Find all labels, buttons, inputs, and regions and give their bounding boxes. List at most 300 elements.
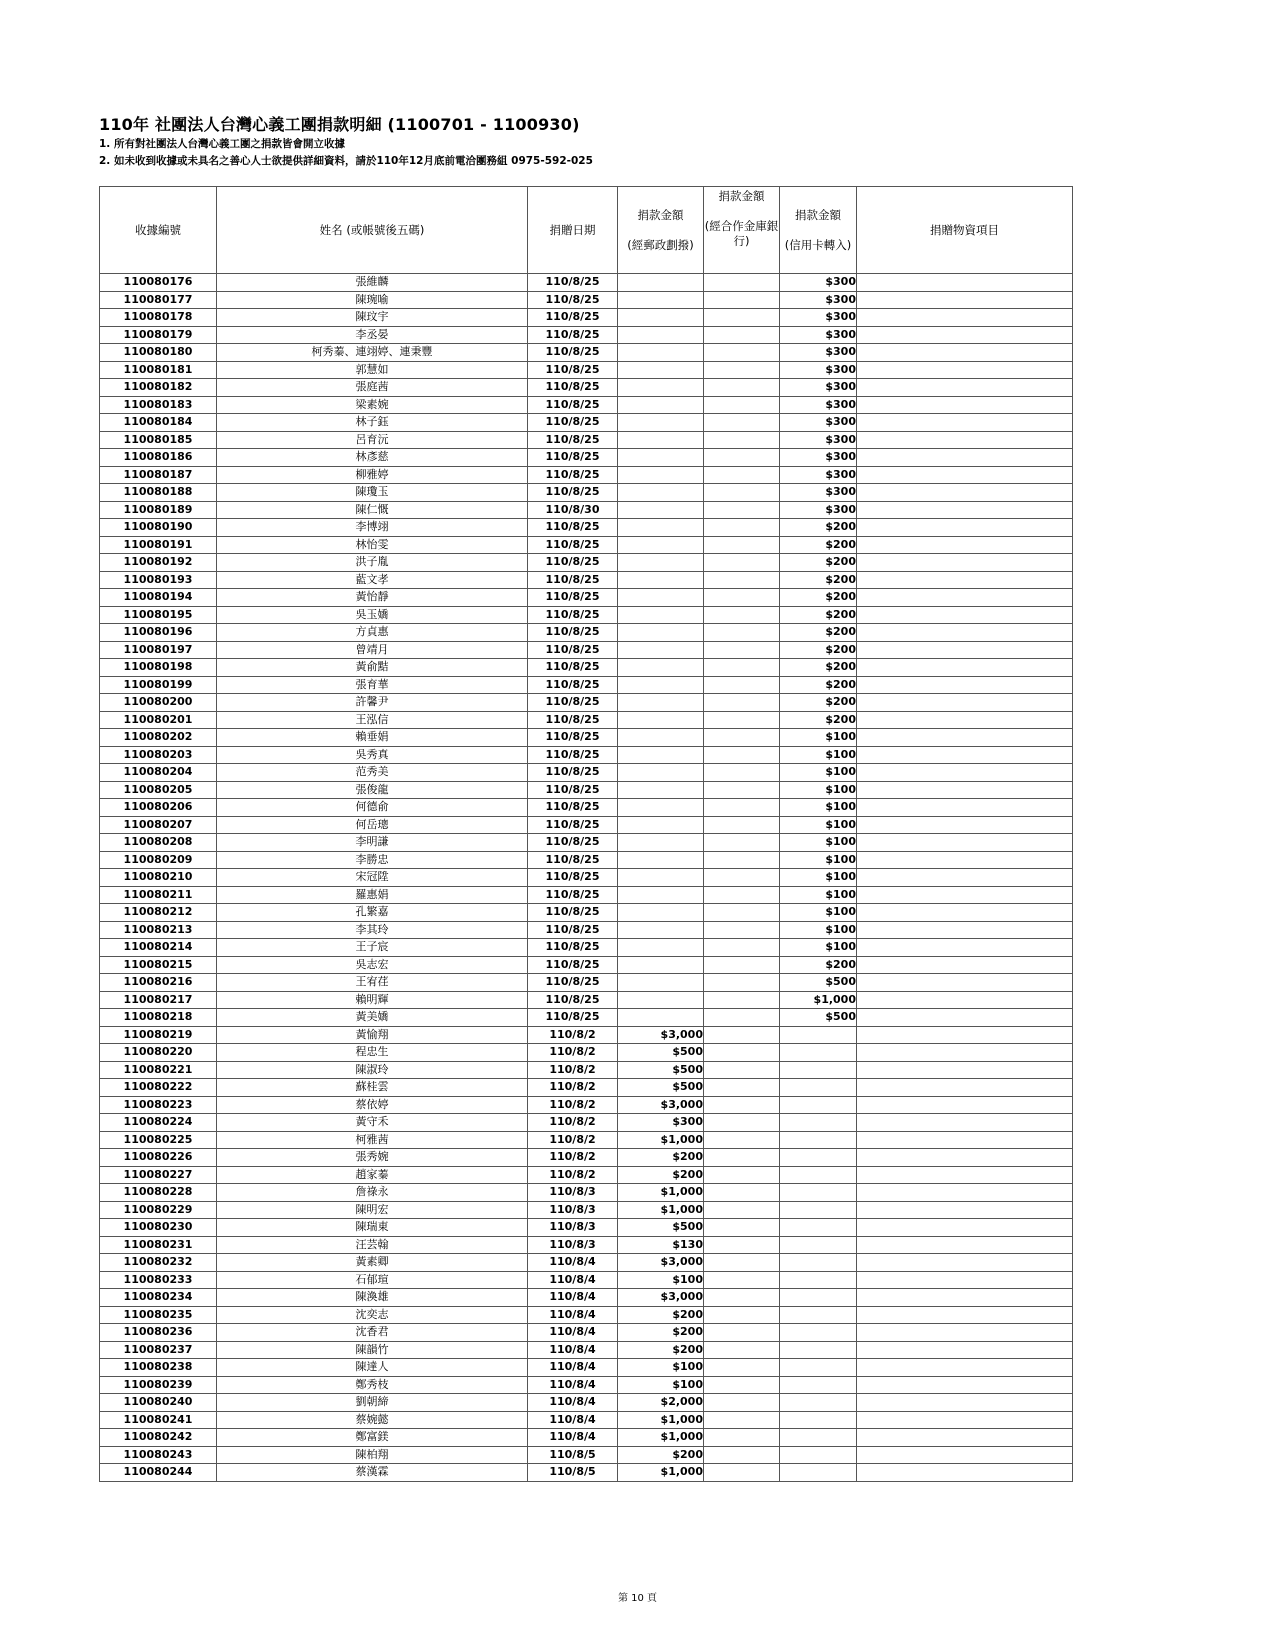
card-amount-cell — [780, 1026, 857, 1044]
donation-date-cell: 110/8/25 — [528, 571, 618, 589]
goods-cell — [857, 974, 1073, 992]
goods-cell — [857, 326, 1073, 344]
card-amount-cell: $300 — [780, 466, 857, 484]
donor-name-cell: 王泓信 — [217, 711, 528, 729]
donor-name-cell: 洪子胤 — [217, 554, 528, 572]
table-row — [100, 291, 1073, 309]
coop-amount-cell — [704, 1149, 780, 1167]
postal-amount-cell — [618, 711, 704, 729]
donation-date-cell: 110/8/25 — [528, 431, 618, 449]
donation-date-cell: 110/8/5 — [528, 1446, 618, 1464]
donation-date-cell: 110/8/25 — [528, 991, 618, 1009]
coop-amount-cell — [704, 1446, 780, 1464]
goods-cell — [857, 1061, 1073, 1079]
postal-amount-cell — [618, 344, 704, 362]
postal-amount-cell — [618, 886, 704, 904]
table-row — [100, 1079, 1073, 1097]
card-amount-cell — [780, 1376, 857, 1394]
receipt-no-cell: 110080212 — [100, 904, 217, 922]
card-amount-cell — [780, 1096, 857, 1114]
card-amount-cell: $1,000 — [780, 991, 857, 1009]
coop-amount-cell — [704, 694, 780, 712]
donor-name-cell: 陳仁慨 — [217, 501, 528, 519]
receipt-no-cell: 110080207 — [100, 816, 217, 834]
table-row — [100, 869, 1073, 887]
postal-amount-cell — [618, 974, 704, 992]
goods-cell — [857, 1376, 1073, 1394]
coop-amount-cell — [704, 606, 780, 624]
receipt-no-cell: 110080195 — [100, 606, 217, 624]
donor-name-cell: 趙家蓁 — [217, 1166, 528, 1184]
receipt-no-cell: 110080178 — [100, 309, 217, 327]
donation-date-cell: 110/8/25 — [528, 466, 618, 484]
goods-cell — [857, 1411, 1073, 1429]
postal-amount-cell: $100 — [618, 1376, 704, 1394]
card-amount-cell: $200 — [780, 536, 857, 554]
table-row — [100, 711, 1073, 729]
table-row — [100, 921, 1073, 939]
receipt-no-cell: 110080201 — [100, 711, 217, 729]
postal-amount-cell — [618, 326, 704, 344]
goods-cell — [857, 309, 1073, 327]
table-row — [100, 1306, 1073, 1324]
table-row — [100, 1394, 1073, 1412]
donor-name-cell: 范秀美 — [217, 764, 528, 782]
coop-amount-cell — [704, 746, 780, 764]
donation-date-cell: 110/8/25 — [528, 886, 618, 904]
donation-date-cell: 110/8/2 — [528, 1131, 618, 1149]
table-row — [100, 1236, 1073, 1254]
receipt-no-cell: 110080230 — [100, 1219, 217, 1237]
receipt-no-cell: 110080211 — [100, 886, 217, 904]
card-amount-cell: $100 — [780, 729, 857, 747]
coop-amount-cell — [704, 274, 780, 292]
receipt-no-cell: 110080179 — [100, 326, 217, 344]
page-title: 110年 社團法人台灣心義工團捐款明細 (1100701 - 1100930) — [99, 115, 580, 134]
donor-name-cell: 張秀婉 — [217, 1149, 528, 1167]
postal-amount-cell — [618, 449, 704, 467]
donor-name-cell: 鄭秀枝 — [217, 1376, 528, 1394]
table-row — [100, 536, 1073, 554]
card-amount-cell — [780, 1219, 857, 1237]
coop-amount-cell — [704, 974, 780, 992]
goods-cell — [857, 1114, 1073, 1132]
donor-name-cell: 梁素婉 — [217, 396, 528, 414]
coop-amount-cell — [704, 536, 780, 554]
goods-cell — [857, 1289, 1073, 1307]
donor-name-cell: 李明謙 — [217, 834, 528, 852]
donation-date-cell: 110/8/25 — [528, 326, 618, 344]
donation-date-cell: 110/8/25 — [528, 676, 618, 694]
card-amount-cell — [780, 1236, 857, 1254]
table-row — [100, 1201, 1073, 1219]
receipt-no-cell: 110080224 — [100, 1114, 217, 1132]
goods-cell — [857, 519, 1073, 537]
coop-amount-cell — [704, 589, 780, 607]
card-amount-cell: $300 — [780, 309, 857, 327]
donor-name-cell: 黃俞黠 — [217, 659, 528, 677]
coop-amount-cell — [704, 816, 780, 834]
postal-amount-cell: $3,000 — [618, 1096, 704, 1114]
receipt-no-cell: 110080193 — [100, 571, 217, 589]
coop-amount-cell — [704, 1009, 780, 1027]
donation-date-cell: 110/8/25 — [528, 309, 618, 327]
table-row — [100, 729, 1073, 747]
card-amount-cell: $100 — [780, 764, 857, 782]
postal-amount-cell — [618, 536, 704, 554]
table-row — [100, 344, 1073, 362]
coop-amount-cell — [704, 886, 780, 904]
goods-cell — [857, 1026, 1073, 1044]
receipt-no-cell: 110080189 — [100, 501, 217, 519]
donation-date-cell: 110/8/25 — [528, 641, 618, 659]
card-amount-cell: $500 — [780, 1009, 857, 1027]
donation-date-cell: 110/8/25 — [528, 764, 618, 782]
coop-amount-cell — [704, 904, 780, 922]
goods-cell — [857, 781, 1073, 799]
donation-date-cell: 110/8/25 — [528, 1009, 618, 1027]
card-amount-cell: $200 — [780, 694, 857, 712]
goods-cell — [857, 1324, 1073, 1342]
table-row — [100, 309, 1073, 327]
donation-date-cell: 110/8/5 — [528, 1464, 618, 1482]
receipt-no-cell: 110080200 — [100, 694, 217, 712]
donation-date-cell: 110/8/25 — [528, 711, 618, 729]
postal-amount-cell — [618, 291, 704, 309]
goods-cell — [857, 904, 1073, 922]
goods-cell — [857, 1219, 1073, 1237]
donation-date-cell: 110/8/25 — [528, 729, 618, 747]
donation-date-cell: 110/8/25 — [528, 554, 618, 572]
goods-cell — [857, 1184, 1073, 1202]
goods-cell — [857, 589, 1073, 607]
receipt-no-cell: 110080228 — [100, 1184, 217, 1202]
donor-name-cell: 李丞晏 — [217, 326, 528, 344]
postal-amount-cell: $300 — [618, 1114, 704, 1132]
coop-amount-cell — [704, 956, 780, 974]
goods-cell — [857, 694, 1073, 712]
coop-amount-cell — [704, 676, 780, 694]
receipt-no-cell: 110080231 — [100, 1236, 217, 1254]
goods-cell — [857, 939, 1073, 957]
postal-amount-cell: $1,000 — [618, 1411, 704, 1429]
coop-amount-cell — [704, 939, 780, 957]
card-amount-cell: $200 — [780, 554, 857, 572]
postal-amount-cell — [618, 659, 704, 677]
card-amount-cell — [780, 1306, 857, 1324]
goods-cell — [857, 396, 1073, 414]
goods-cell — [857, 886, 1073, 904]
card-amount-cell: $300 — [780, 414, 857, 432]
donation-date-cell: 110/8/25 — [528, 834, 618, 852]
goods-cell — [857, 606, 1073, 624]
receipt-no-cell: 110080222 — [100, 1079, 217, 1097]
donor-name-cell: 程忠生 — [217, 1044, 528, 1062]
postal-amount-cell — [618, 921, 704, 939]
postal-amount-cell: $3,000 — [618, 1026, 704, 1044]
postal-amount-cell — [618, 869, 704, 887]
receipt-no-cell: 110080192 — [100, 554, 217, 572]
table-row — [100, 1096, 1073, 1114]
donation-date-cell: 110/8/2 — [528, 1026, 618, 1044]
receipt-no-cell: 110080182 — [100, 379, 217, 397]
card-amount-cell: $300 — [780, 344, 857, 362]
postal-amount-cell — [618, 939, 704, 957]
goods-cell — [857, 869, 1073, 887]
card-amount-cell: $200 — [780, 641, 857, 659]
donor-name-cell: 張育華 — [217, 676, 528, 694]
donor-name-cell: 賴明輝 — [217, 991, 528, 1009]
donation-date-cell: 110/8/25 — [528, 799, 618, 817]
table-row — [100, 1026, 1073, 1044]
goods-cell — [857, 414, 1073, 432]
goods-cell — [857, 1464, 1073, 1482]
coop-amount-cell — [704, 1166, 780, 1184]
donation-date-cell: 110/8/25 — [528, 694, 618, 712]
postal-amount-cell: $1,000 — [618, 1201, 704, 1219]
donation-date-cell: 110/8/25 — [528, 484, 618, 502]
coop-amount-cell — [704, 361, 780, 379]
donation-date-cell: 110/8/4 — [528, 1394, 618, 1412]
card-amount-cell: $200 — [780, 711, 857, 729]
card-amount-cell: $200 — [780, 571, 857, 589]
postal-amount-cell — [618, 484, 704, 502]
coop-amount-cell — [704, 1411, 780, 1429]
postal-amount-cell — [618, 676, 704, 694]
card-amount-cell: $500 — [780, 974, 857, 992]
postal-amount-cell — [618, 624, 704, 642]
table-row — [100, 484, 1073, 502]
donation-date-cell: 110/8/25 — [528, 974, 618, 992]
coop-amount-cell — [704, 501, 780, 519]
receipt-no-cell: 110080177 — [100, 291, 217, 309]
table-row — [100, 834, 1073, 852]
table-row — [100, 466, 1073, 484]
donor-name-cell: 吳秀真 — [217, 746, 528, 764]
postal-amount-cell: $500 — [618, 1061, 704, 1079]
donation-table — [99, 186, 1073, 1482]
postal-amount-cell — [618, 554, 704, 572]
card-amount-cell: $100 — [780, 921, 857, 939]
donation-date-cell: 110/8/25 — [528, 414, 618, 432]
receipt-no-cell: 110080242 — [100, 1429, 217, 1447]
coop-amount-cell — [704, 641, 780, 659]
donor-name-cell: 何德俞 — [217, 799, 528, 817]
card-amount-cell: $100 — [780, 869, 857, 887]
donation-date-cell: 110/8/4 — [528, 1411, 618, 1429]
note-contact: 2. 如未收到收據或未具名之善心人士欲提供詳細資料，請於110年12月底前電洽團務組 0975-592-025 — [99, 155, 593, 167]
coop-amount-cell — [704, 869, 780, 887]
receipt-no-cell: 110080218 — [100, 1009, 217, 1027]
postal-amount-cell: $200 — [618, 1446, 704, 1464]
receipt-no-cell: 110080191 — [100, 536, 217, 554]
postal-amount-cell — [618, 764, 704, 782]
receipt-no-cell: 110080239 — [100, 1376, 217, 1394]
card-amount-cell: $100 — [780, 851, 857, 869]
coop-amount-cell — [704, 484, 780, 502]
postal-amount-cell — [618, 799, 704, 817]
card-amount-cell — [780, 1289, 857, 1307]
goods-cell — [857, 449, 1073, 467]
postal-amount-cell: $500 — [618, 1219, 704, 1237]
table-row — [100, 799, 1073, 817]
table-row — [100, 571, 1073, 589]
goods-cell — [857, 921, 1073, 939]
donor-name-cell: 黃守禾 — [217, 1114, 528, 1132]
coop-amount-cell — [704, 1271, 780, 1289]
donation-date-cell: 110/8/4 — [528, 1271, 618, 1289]
receipt-no-cell: 110080225 — [100, 1131, 217, 1149]
donor-name-cell: 柯雅茜 — [217, 1131, 528, 1149]
donor-name-cell: 蘇桂雲 — [217, 1079, 528, 1097]
postal-amount-cell — [618, 904, 704, 922]
coop-amount-cell — [704, 554, 780, 572]
coop-amount-cell — [704, 326, 780, 344]
receipt-no-cell: 110080208 — [100, 834, 217, 852]
donor-name-cell: 吳玉嬌 — [217, 606, 528, 624]
donor-name-cell: 宋冠陞 — [217, 869, 528, 887]
header-name: 姓名 (或帳號後五碼) — [217, 187, 528, 274]
coop-amount-cell — [704, 1359, 780, 1377]
postal-amount-cell: $500 — [618, 1044, 704, 1062]
postal-amount-cell — [618, 274, 704, 292]
table-row — [100, 1061, 1073, 1079]
goods-cell — [857, 1166, 1073, 1184]
donation-date-cell: 110/8/25 — [528, 956, 618, 974]
donation-date-cell: 110/8/4 — [528, 1324, 618, 1342]
table-row — [100, 746, 1073, 764]
coop-amount-cell — [704, 851, 780, 869]
donor-name-cell: 張俊龍 — [217, 781, 528, 799]
postal-amount-cell — [618, 309, 704, 327]
table-row — [100, 414, 1073, 432]
card-amount-cell: $200 — [780, 519, 857, 537]
goods-cell — [857, 1271, 1073, 1289]
coop-amount-cell — [704, 1236, 780, 1254]
postal-amount-cell: $130 — [618, 1236, 704, 1254]
coop-amount-cell — [704, 921, 780, 939]
goods-cell — [857, 344, 1073, 362]
donor-name-cell: 黃怡靜 — [217, 589, 528, 607]
coop-amount-cell — [704, 396, 780, 414]
card-amount-cell: $200 — [780, 589, 857, 607]
donation-date-cell: 110/8/25 — [528, 344, 618, 362]
coop-amount-cell — [704, 414, 780, 432]
coop-amount-cell — [704, 379, 780, 397]
goods-cell — [857, 1131, 1073, 1149]
postal-amount-cell — [618, 466, 704, 484]
donor-name-cell: 蔡依婷 — [217, 1096, 528, 1114]
goods-cell — [857, 1096, 1073, 1114]
receipt-no-cell: 110080227 — [100, 1166, 217, 1184]
postal-amount-cell — [618, 431, 704, 449]
coop-amount-cell — [704, 1289, 780, 1307]
table-row — [100, 1149, 1073, 1167]
coop-amount-cell — [704, 571, 780, 589]
receipt-no-cell: 110080237 — [100, 1341, 217, 1359]
receipt-no-cell: 110080202 — [100, 729, 217, 747]
receipt-no-cell: 110080203 — [100, 746, 217, 764]
table-row — [100, 904, 1073, 922]
donation-date-cell: 110/8/25 — [528, 536, 618, 554]
donation-date-cell: 110/8/25 — [528, 851, 618, 869]
table-row — [100, 1271, 1073, 1289]
receipt-no-cell: 110080180 — [100, 344, 217, 362]
table-header-row — [100, 187, 1073, 274]
table-row — [100, 554, 1073, 572]
card-amount-cell: $100 — [780, 904, 857, 922]
card-amount-cell: $300 — [780, 501, 857, 519]
goods-cell — [857, 624, 1073, 642]
card-amount-cell: $100 — [780, 816, 857, 834]
donor-name-cell: 曾靖月 — [217, 641, 528, 659]
donor-name-cell: 詹祿永 — [217, 1184, 528, 1202]
postal-amount-cell: $100 — [618, 1359, 704, 1377]
goods-cell — [857, 1446, 1073, 1464]
table-row — [100, 1464, 1073, 1482]
receipt-no-cell: 110080187 — [100, 466, 217, 484]
donation-date-cell: 110/8/25 — [528, 781, 618, 799]
note-receipt: 1. 所有對社團法人台灣心義工團之捐款皆會開立收據 — [99, 138, 345, 150]
postal-amount-cell — [618, 956, 704, 974]
receipt-no-cell: 110080206 — [100, 799, 217, 817]
header-card-amount: 捐款金額 (信用卡轉入) — [780, 187, 857, 274]
donation-date-cell: 110/8/4 — [528, 1306, 618, 1324]
card-amount-cell — [780, 1201, 857, 1219]
donor-name-cell: 柳雅婷 — [217, 466, 528, 484]
card-amount-cell — [780, 1359, 857, 1377]
donation-date-cell: 110/8/25 — [528, 291, 618, 309]
postal-amount-cell — [618, 589, 704, 607]
table-row — [100, 1289, 1073, 1307]
card-amount-cell — [780, 1324, 857, 1342]
receipt-no-cell: 110080197 — [100, 641, 217, 659]
donation-date-cell: 110/8/25 — [528, 816, 618, 834]
header-goods: 捐贈物資項目 — [857, 187, 1073, 274]
card-amount-cell: $100 — [780, 834, 857, 852]
coop-amount-cell — [704, 1079, 780, 1097]
donation-date-cell: 110/8/25 — [528, 659, 618, 677]
coop-amount-cell — [704, 344, 780, 362]
table-row — [100, 886, 1073, 904]
donor-name-cell: 何岳璁 — [217, 816, 528, 834]
donor-name-cell: 汪芸翰 — [217, 1236, 528, 1254]
coop-amount-cell — [704, 799, 780, 817]
donor-name-cell: 張庭茜 — [217, 379, 528, 397]
donor-name-cell: 方貞惠 — [217, 624, 528, 642]
coop-amount-cell — [704, 519, 780, 537]
donor-name-cell: 賴垂娟 — [217, 729, 528, 747]
coop-amount-cell — [704, 1044, 780, 1062]
goods-cell — [857, 729, 1073, 747]
coop-amount-cell — [704, 1376, 780, 1394]
donor-name-cell: 林彥慈 — [217, 449, 528, 467]
card-amount-cell: $200 — [780, 624, 857, 642]
coop-amount-cell — [704, 624, 780, 642]
postal-amount-cell: $200 — [618, 1341, 704, 1359]
coop-amount-cell — [704, 291, 780, 309]
coop-amount-cell — [704, 1306, 780, 1324]
card-amount-cell — [780, 1114, 857, 1132]
goods-cell — [857, 956, 1073, 974]
postal-amount-cell — [618, 746, 704, 764]
header-postal-amount: 捐款金額 (經郵政劃撥) — [618, 187, 704, 274]
donation-date-cell: 110/8/25 — [528, 396, 618, 414]
goods-cell — [857, 536, 1073, 554]
coop-amount-cell — [704, 659, 780, 677]
donation-date-cell: 110/8/4 — [528, 1289, 618, 1307]
donor-name-cell: 陳明宏 — [217, 1201, 528, 1219]
